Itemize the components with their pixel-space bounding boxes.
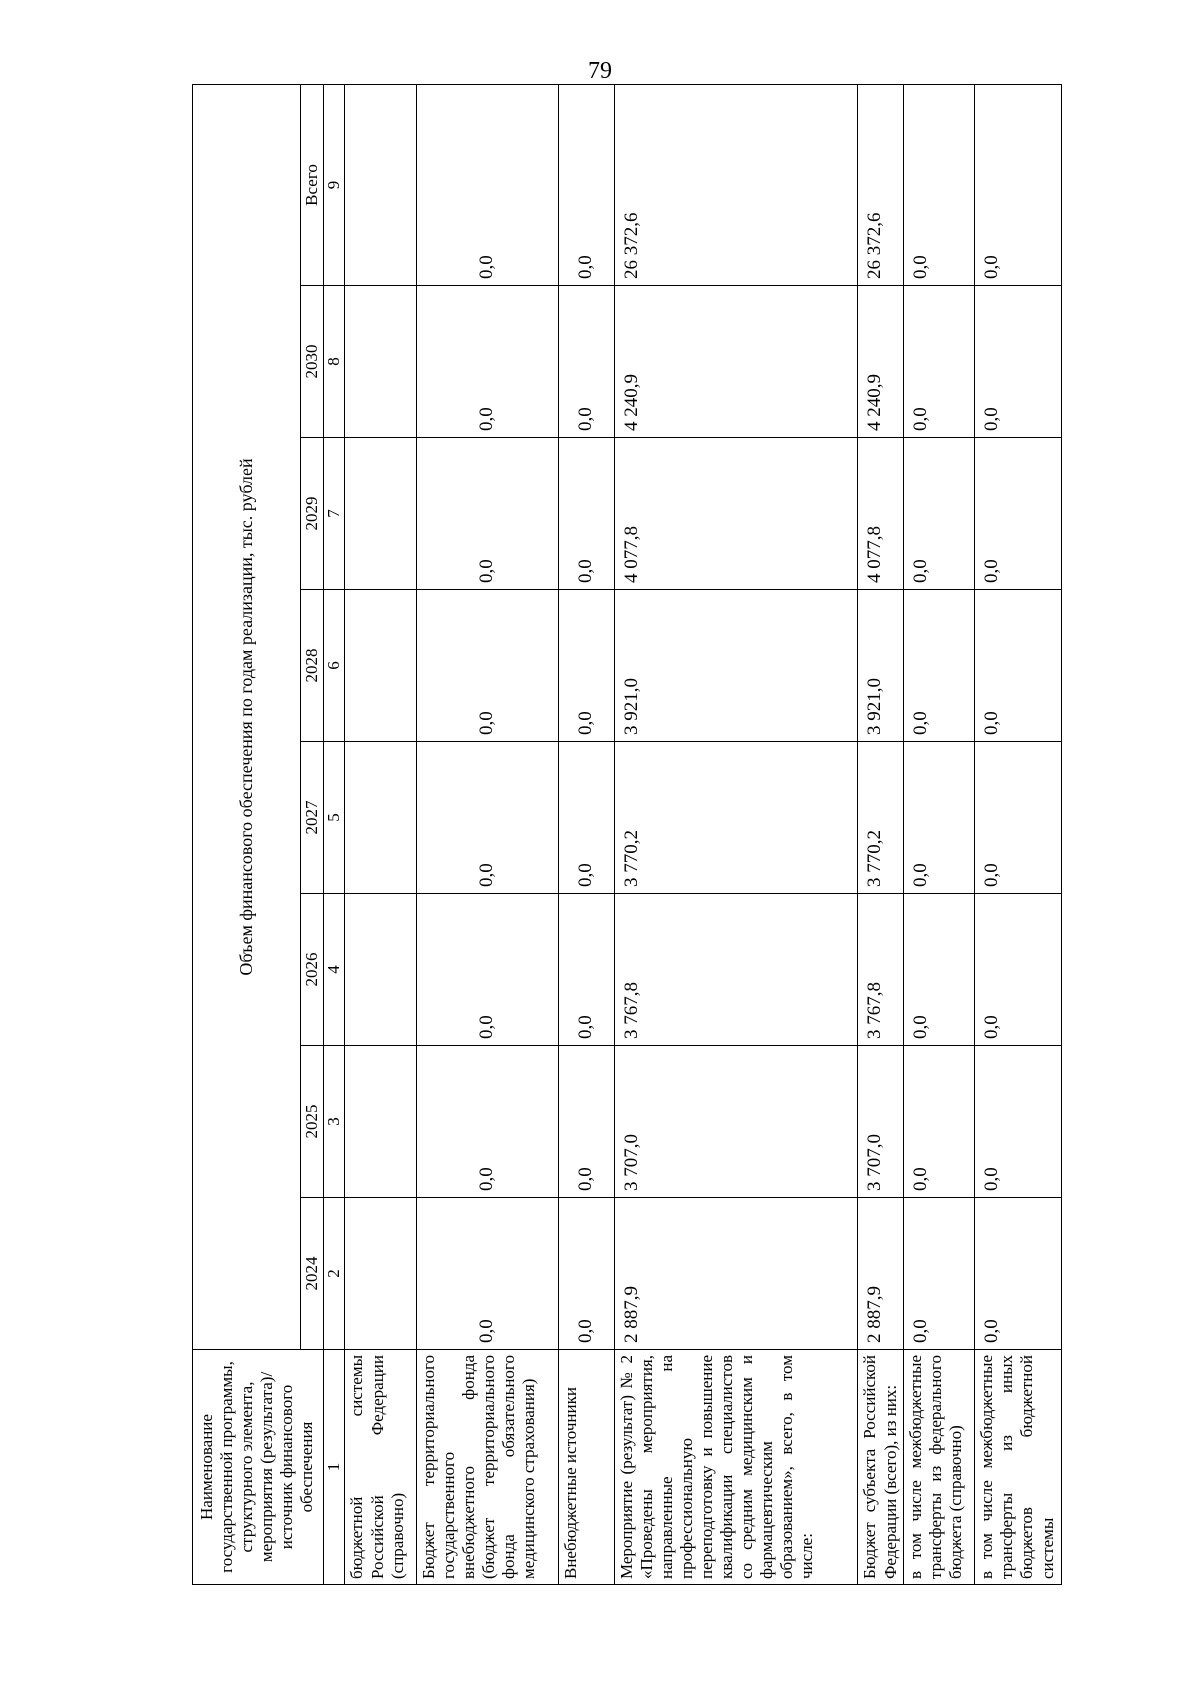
row-value: 2 887,9	[858, 1198, 904, 1350]
table-row	[345, 84, 416, 1584]
row-value	[345, 1046, 416, 1198]
row-value: 0,0	[975, 590, 1062, 742]
row-value	[345, 742, 416, 894]
row-value-total: 0,0	[904, 84, 975, 285]
page-number: 79	[588, 58, 612, 84]
row-value: 4 077,8	[858, 438, 904, 590]
header-year-total: Всего	[300, 84, 323, 285]
row-source-name: в том числе межбюджетные трансферты из иных бюджетов бюджетной системы	[975, 1350, 1062, 1585]
row-source-name: бюджетной системы Российской Федерации (справочно)	[345, 1350, 416, 1585]
table-row	[614, 84, 858, 1584]
row-value-total: 0,0	[558, 84, 614, 285]
header-year: 2026	[300, 894, 323, 1046]
row-value	[345, 438, 416, 590]
header-year: 2027	[300, 742, 323, 894]
header-name-column: Наименование государственной программы, структурного элемента, мероприятия (результата)/источник финансового обеспечения	[193, 1350, 324, 1585]
row-value: 0,0	[904, 438, 975, 590]
column-number: 1	[324, 1350, 345, 1585]
row-value: 0,0	[416, 1198, 558, 1350]
table-row	[558, 84, 614, 1584]
header-year: 2025	[300, 1046, 323, 1198]
row-value: 0,0	[904, 1198, 975, 1350]
row-value: 0,0	[558, 286, 614, 438]
row-value: 4 240,9	[858, 286, 904, 438]
row-value: 4 240,9	[614, 286, 858, 438]
row-value: 3 767,8	[614, 894, 858, 1046]
row-value: 0,0	[416, 438, 558, 590]
row-value: 0,0	[975, 438, 1062, 590]
row-value-total: 0,0	[975, 84, 1062, 285]
column-number: 5	[324, 742, 345, 894]
table-row	[416, 84, 558, 1584]
row-value: 0,0	[904, 1046, 975, 1198]
header-year: 2030	[300, 286, 323, 438]
row-value: 0,0	[558, 894, 614, 1046]
row-source-name: Мероприятие (результат) № 2 «Проведены мероприятия, направленные на профессиональную переподготовку и повышение квалификации специалистов со средним медицинским и фармацевтическим образованием», всего, в том числе:	[614, 1350, 858, 1585]
row-value: 0,0	[975, 1046, 1062, 1198]
row-value: 0,0	[975, 742, 1062, 894]
row-source-name: Бюджет субъекта Российской Федерации (всего), из них:	[858, 1350, 904, 1585]
table-row	[904, 84, 975, 1584]
header-year: 2024	[300, 1198, 323, 1350]
column-number: 7	[324, 438, 345, 590]
column-number: 3	[324, 1046, 345, 1198]
row-value: 0,0	[558, 742, 614, 894]
row-value: 0,0	[558, 1198, 614, 1350]
row-value: 0,0	[416, 894, 558, 1046]
row-value-total: 26 372,6	[858, 84, 904, 285]
row-value: 0,0	[416, 1046, 558, 1198]
table-row	[975, 84, 1062, 1584]
row-source-name: в том числе межбюджетные трансферты из федерального бюджета (справочно)	[904, 1350, 975, 1585]
row-value: 3 921,0	[858, 590, 904, 742]
column-number: 9	[324, 84, 345, 285]
header-year: 2028	[300, 590, 323, 742]
row-value-total	[345, 84, 416, 285]
row-value: 0,0	[975, 1198, 1062, 1350]
column-number: 8	[324, 286, 345, 438]
row-value	[345, 286, 416, 438]
row-source-name: Бюджет территориального государственного внебюджетного фонда (бюджет территориального фонда обязательного медицинского страхования)	[416, 1350, 558, 1585]
row-value: 3 767,8	[858, 894, 904, 1046]
row-value	[345, 590, 416, 742]
row-value: 0,0	[904, 742, 975, 894]
row-value: 3 921,0	[614, 590, 858, 742]
header-volume: Объем финансового обеспечения по годам реализации, тыс. рублей	[193, 84, 301, 1349]
column-number: 2	[324, 1198, 345, 1350]
row-value-total: 0,0	[416, 84, 558, 285]
financing-table	[192, 84, 1062, 1585]
row-value: 0,0	[416, 742, 558, 894]
row-value: 0,0	[558, 1046, 614, 1198]
row-value: 0,0	[904, 894, 975, 1046]
row-value: 4 077,8	[614, 438, 858, 590]
row-value: 0,0	[416, 286, 558, 438]
row-value: 3 770,2	[858, 742, 904, 894]
row-value: 0,0	[558, 438, 614, 590]
row-value: 0,0	[975, 286, 1062, 438]
row-value-total: 26 372,6	[614, 84, 858, 285]
row-value: 2 887,9	[614, 1198, 858, 1350]
table-row	[858, 84, 904, 1584]
row-value: 0,0	[558, 590, 614, 742]
row-value: 0,0	[975, 894, 1062, 1046]
header-year: 2029	[300, 438, 323, 590]
row-value: 0,0	[416, 590, 558, 742]
financing-table-rotated	[192, 85, 1062, 1585]
row-source-name: Внебюджетные источники	[558, 1350, 614, 1585]
row-value	[345, 894, 416, 1046]
row-value: 3 707,0	[614, 1046, 858, 1198]
column-number: 6	[324, 590, 345, 742]
column-number: 4	[324, 894, 345, 1046]
row-value	[345, 1198, 416, 1350]
row-value: 0,0	[904, 286, 975, 438]
row-value: 3 770,2	[614, 742, 858, 894]
row-value: 3 707,0	[858, 1046, 904, 1198]
row-value: 0,0	[904, 590, 975, 742]
